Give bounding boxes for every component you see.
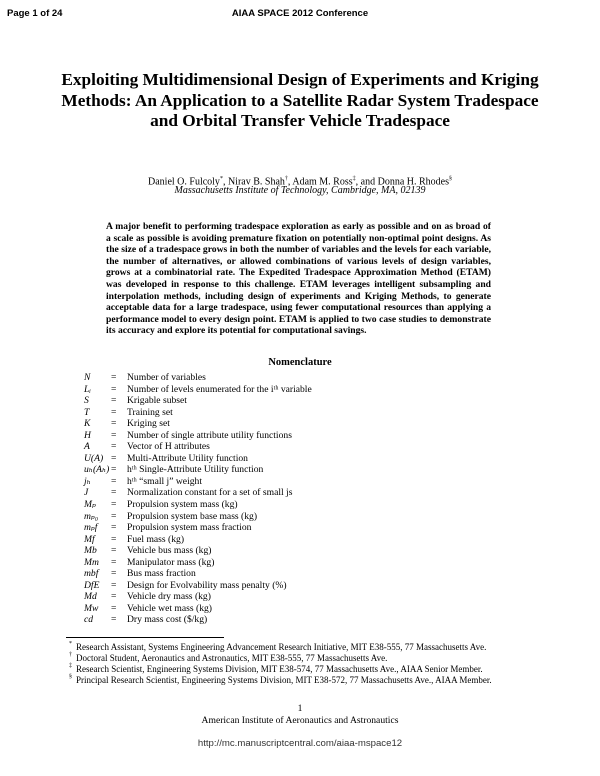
nomenclature-symbol: U(A)	[84, 452, 104, 464]
nomenclature-definition: Normalization constant for a set of small js	[127, 487, 293, 499]
nomenclature-row	[84, 384, 524, 396]
equals-sign: =	[111, 499, 117, 511]
nomenclature-definition: Training set	[127, 406, 173, 418]
equals-sign: =	[111, 522, 117, 534]
nomenclature-row	[84, 499, 524, 511]
footnote-mark: ‡	[69, 663, 72, 669]
equals-sign: =	[111, 475, 117, 487]
affiliation: Massachusetts Institute of Technology, Cambridge, MA, 02139	[174, 185, 426, 196]
nomenclature-row	[84, 476, 524, 488]
nomenclature-symbol: J	[84, 487, 89, 499]
nomenclature-definition: Vector of H attributes	[127, 441, 210, 453]
nomenclature-symbol: K	[84, 418, 91, 430]
equals-sign: =	[111, 452, 117, 464]
nomenclature-definition: Number of variables	[127, 372, 206, 383]
equals-sign: =	[111, 429, 117, 441]
nomenclature-row	[84, 568, 524, 580]
equals-sign: =	[111, 406, 117, 418]
nomenclature-definition: Propulsion system mass fraction	[127, 522, 252, 534]
nomenclature-symbol: N	[84, 372, 91, 383]
footnote	[66, 675, 536, 686]
nomenclature-symbol: Mm	[84, 556, 99, 568]
equals-sign: =	[111, 510, 117, 522]
nomenclature-row	[84, 395, 524, 407]
footnote-mark: †	[69, 652, 72, 658]
nomenclature-symbol: T	[84, 406, 90, 418]
equals-sign: =	[111, 591, 117, 603]
nomenclature-definition: Vehicle dry mass (kg)	[127, 591, 211, 603]
nomenclature-symbol: Md	[84, 591, 97, 603]
nomenclature-row	[84, 545, 524, 557]
nomenclature-row	[84, 614, 524, 626]
nomenclature-symbol: cd	[84, 614, 94, 626]
nomenclature-definition: Propulsion system mass (kg)	[127, 499, 238, 511]
nomenclature-row	[84, 372, 524, 384]
nomenclature-definition: Kriging set	[127, 418, 170, 430]
nomenclature-definition: Manipulator mass (kg)	[127, 556, 215, 568]
equals-sign: =	[111, 383, 117, 395]
page-header	[7, 8, 593, 22]
equals-sign: =	[111, 372, 117, 383]
nomenclature-symbol: DfE	[84, 579, 100, 591]
page-number: 1	[297, 703, 303, 714]
author-list: Daniel O. Fulcoly*, Nirav B. Shah†, Adam M. Ross‡, and Donna H. Rhodes§	[148, 176, 452, 188]
nomenclature-definition: Vehicle wet mass (kg)	[127, 602, 212, 614]
nomenclature-row	[84, 487, 524, 499]
conference-name: AIAA SPACE 2012 Conference	[231, 8, 369, 19]
author-name: Donna H. Rhodes	[377, 176, 449, 188]
equals-sign: =	[111, 602, 117, 614]
nomenclature-list	[84, 372, 524, 626]
manuscript-url[interactable]: http://mc.manuscriptcentral.com/aiaa-mspace12	[197, 738, 403, 749]
nomenclature-row	[84, 557, 524, 569]
footnote	[66, 642, 536, 653]
footnote-text: Research Scientist, Engineering Systems Division, MIT E38-574, 77 Massachusetts Ave., AIAA Senior Member.	[76, 664, 483, 674]
nomenclature-row	[84, 603, 524, 615]
footnote	[66, 653, 536, 664]
footnote-marker[interactable]: †	[284, 176, 288, 182]
nomenclature-row	[84, 441, 524, 453]
nomenclature-row	[84, 453, 524, 465]
nomenclature-row	[84, 418, 524, 430]
equals-sign: =	[111, 614, 117, 626]
nomenclature-symbol: A	[84, 441, 90, 453]
abstract: A major benefit to performing tradespace exploration as early as possible and on as broad of a scale as possible is avoiding premature fixation on potentially non-optimal point designs. As the size of a tradespace grows in both the number of variables and the levels for each variable, the number of alternatives, or allowed combinations of various levels of design variables, grows at a combinatorial rate. The Expedited Tradespace Approximation Method (ETAM) was developed in response to this challenge. ETAM leverages intelligent subsampling and interpolation methods, including design of experiments and Kriging Methods, to generate acceptable data for a large tradespace, using fewer computational resources than applying a performance model to every design point. ETAM is applied to two case studies to demonstrate its accuracy and explore its potential for computational savings.	[106, 221, 491, 337]
equals-sign: =	[111, 418, 117, 430]
equals-sign: =	[111, 579, 117, 591]
nomenclature-symbol: mₚf	[84, 522, 98, 534]
nomenclature-symbol: mbf	[84, 568, 99, 580]
footnote-mark: *	[69, 641, 72, 647]
footnote-text: Principal Research Scientist, Engineering Systems Division, MIT E38-572, 77 Massachusetts Ave., AIAA Member.	[76, 675, 492, 685]
nomenclature-definition: Propulsion system base mass (kg)	[127, 510, 258, 522]
nomenclature-row	[84, 534, 524, 546]
footnote-text: Research Assistant, Systems Engineering Advancement Research Initiative, MIT E38-555, 77 Massachusetts Ave.	[76, 642, 487, 652]
organization-footer: American Institute of Aeronautics and Astronautics	[201, 715, 399, 726]
nomenclature-row	[84, 511, 524, 523]
nomenclature-definition: Multi-Attribute Utility function	[127, 452, 248, 464]
author-name: Daniel O. Fulcoly	[148, 176, 220, 188]
nomenclature-symbol: Mf	[84, 533, 95, 545]
nomenclature-symbol: Mₚ	[84, 499, 96, 511]
nomenclature-symbol: Mw	[84, 602, 99, 614]
nomenclature-definition: hᵗʰ “small j” weight	[127, 475, 202, 487]
nomenclature-row	[84, 464, 524, 476]
nomenclature-definition: Design for Evolvability mass penalty (%)	[127, 579, 287, 591]
footnote-marker[interactable]: §	[448, 176, 452, 182]
author-name: Nirav B. Shah	[227, 176, 285, 188]
equals-sign: =	[111, 556, 117, 568]
nomenclature-row	[84, 522, 524, 534]
equals-sign: =	[111, 441, 117, 453]
nomenclature-definition: Number of levels enumerated for the iᵗʰ variable	[127, 383, 312, 395]
nomenclature-symbol: mₚ₀	[84, 510, 99, 522]
nomenclature-symbol: S	[84, 395, 89, 407]
footnote-text: Doctoral Student, Aeronautics and Astronautics, MIT E38-555, 77 Massachusetts Ave.	[76, 653, 388, 663]
footnote-marker[interactable]: *	[219, 176, 223, 182]
nomenclature-row	[84, 407, 524, 419]
nomenclature-row	[84, 580, 524, 592]
footnotes	[66, 642, 536, 686]
equals-sign: =	[111, 568, 117, 580]
nomenclature-symbol: H	[84, 429, 91, 441]
nomenclature-definition: Krigable subset	[127, 395, 187, 407]
equals-sign: =	[111, 533, 117, 545]
nomenclature-definition: Vehicle bus mass (kg)	[127, 545, 212, 557]
nomenclature-heading: Nomenclature	[268, 357, 332, 368]
nomenclature-symbol: uₕ(Aₕ)	[84, 464, 110, 476]
page-indicator: Page 1 of 24	[7, 8, 63, 19]
equals-sign: =	[111, 395, 117, 407]
nomenclature-row	[84, 430, 524, 442]
paper-title: Exploiting Multidimensional Design of Experiments and Kriging Methods: An Application to a Satellite Radar System Tradespace and Orbital Transfer Vehicle Tradespace	[61, 70, 539, 130]
nomenclature-symbol: Lᵢ	[84, 383, 91, 395]
nomenclature-definition: Fuel mass (kg)	[127, 533, 185, 545]
nomenclature-definition: Number of single attribute utility functions	[127, 429, 292, 441]
nomenclature-definition: Dry mass cost ($/kg)	[127, 614, 208, 626]
footnote-divider	[66, 637, 224, 638]
nomenclature-definition: Bus mass fraction	[127, 568, 196, 580]
nomenclature-symbol: Mb	[84, 545, 97, 557]
footnote-marker[interactable]: ‡	[352, 176, 356, 182]
nomenclature-row	[84, 591, 524, 603]
author-name: Adam M. Ross	[292, 176, 353, 188]
equals-sign: =	[111, 487, 117, 499]
footnote	[66, 664, 536, 675]
nomenclature-definition: hᵗʰ Single-Attribute Utility function	[127, 464, 264, 476]
equals-sign: =	[111, 464, 117, 476]
footnote-mark: §	[69, 674, 72, 680]
nomenclature-symbol: jₕ	[84, 475, 91, 487]
equals-sign: =	[111, 545, 117, 557]
